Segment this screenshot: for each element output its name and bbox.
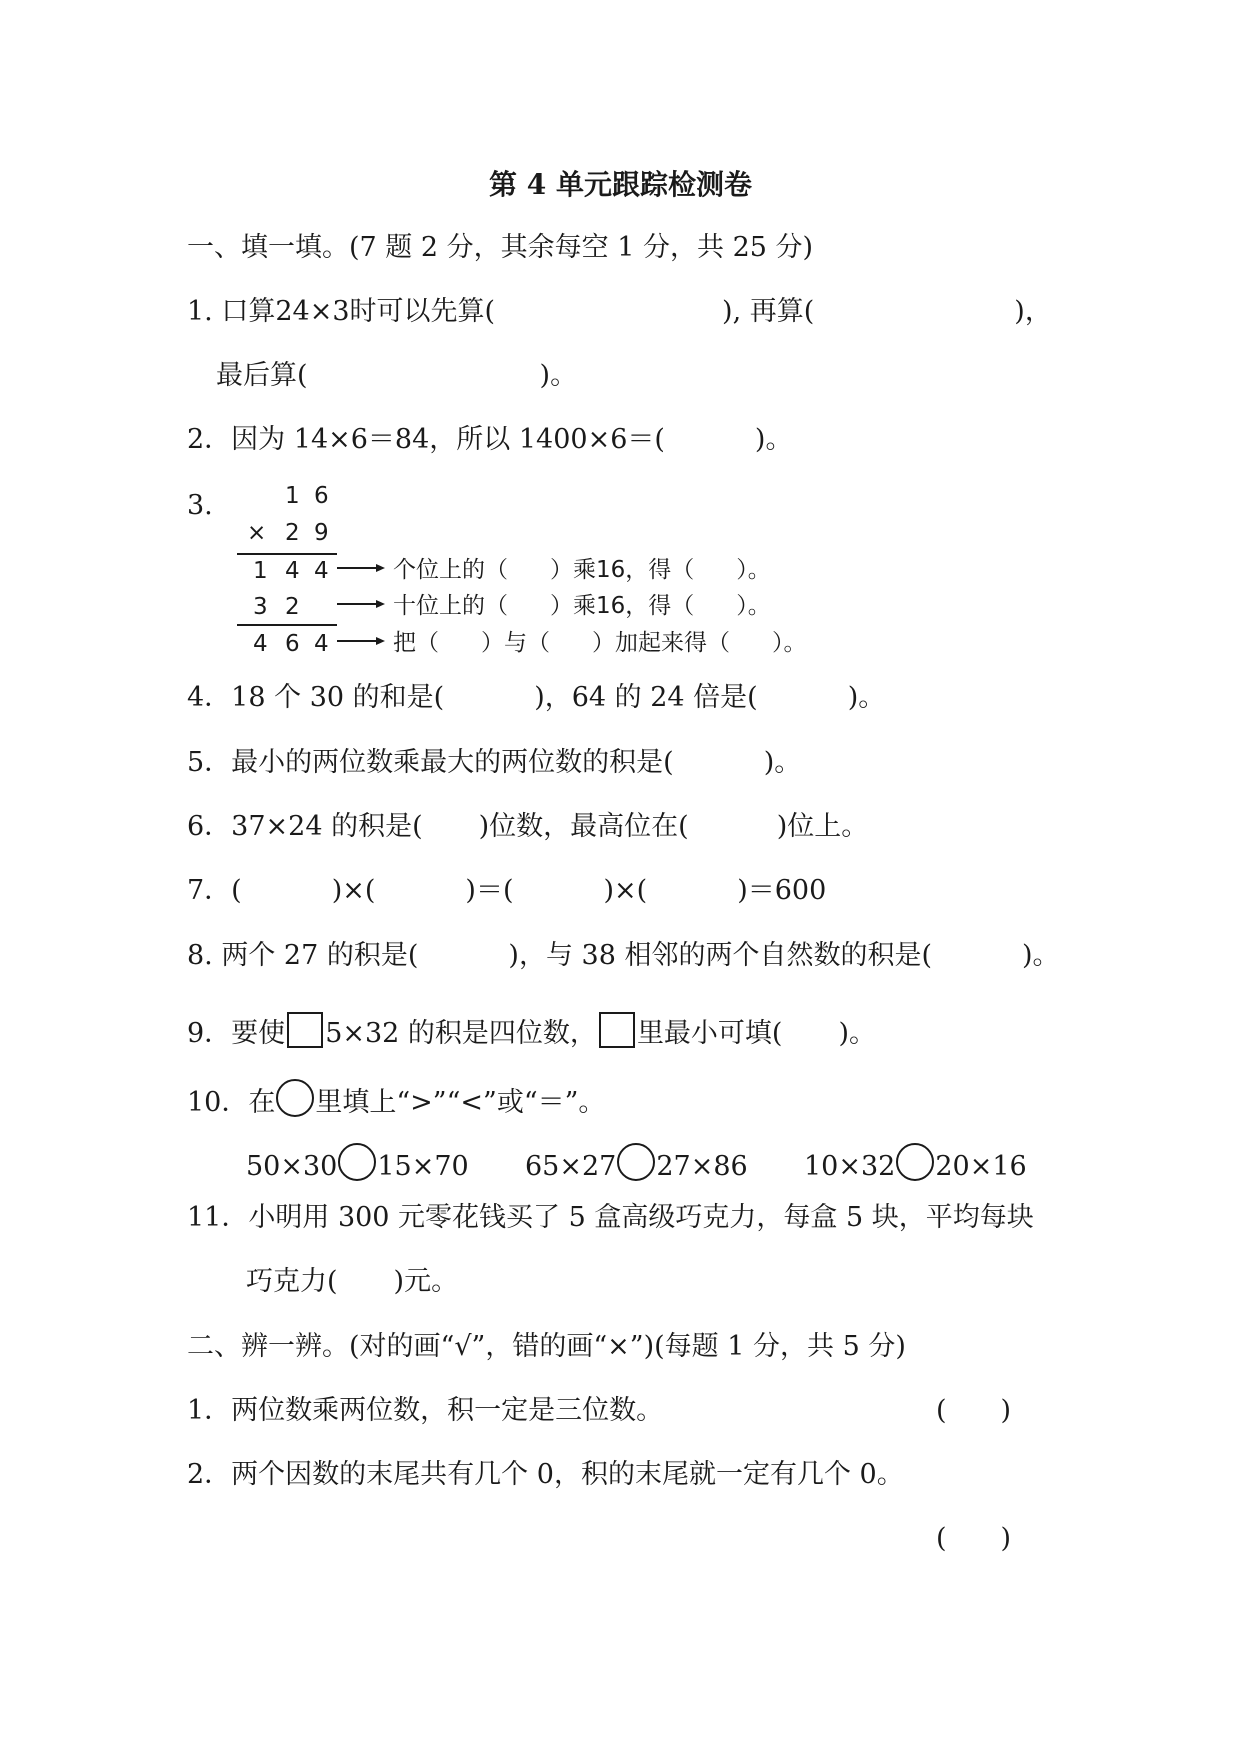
circle-symbol [276,1079,314,1117]
compare-circle[interactable] [617,1143,655,1181]
q5-line: 5．最小的两位数乘最大的两位数的积是( )。 [187,747,802,778]
q4-line: 4．18 个 30 的和是( )，64 的 24 倍是( )。 [187,682,886,713]
q3-row1-digit: 4 [285,558,300,584]
q1-line1 [187,296,1052,328]
q3-mult-digit: 9 [314,520,329,546]
q2-line [187,424,792,456]
q10-expr-2: 65×27 27×86 [525,1143,748,1183]
arrow-right-icon [336,633,386,649]
q10-expr-3: 10×32 20×16 [804,1143,1027,1183]
q10-expr-1: 50×30 15×70 [246,1143,469,1183]
section2-header: 二、辨一辨。(对的画“√”，错的画“×”)(每题 1 分，共 5 分) [187,1331,906,1362]
q3-top-digit: 6 [314,483,329,509]
q11-line2: 巧克力( )元。 [246,1266,459,1297]
q3-row3-digit: 6 [285,631,300,657]
s2-q2-answer-paren[interactable]: ( ) [936,1523,1012,1554]
q3-explain-2: 十位上的（ ）乘16，得（ ）。 [393,593,771,619]
q1-line2 [216,360,577,392]
arrow-right-icon [336,596,386,612]
q3-explain-3: 把（ ）与（ ）加起来得（ ）。 [393,630,807,656]
q3-explain-1: 个位上的（ ）乘16，得（ ）。 [393,557,771,583]
q2-text-a: 2．因为 14×6＝84，所以 1400×6＝( [187,424,665,455]
page-title: 第 4 单元跟踪检测卷 [489,168,752,201]
q3-top-digit: 1 [285,483,300,509]
s2-q1-answer-paren[interactable]: ( ) [936,1395,1012,1426]
q3-row3-digit: 4 [314,631,329,657]
q9-line: 9．要使 5×32 的积是四位数， 里最小可填( )。 [187,1012,876,1050]
q1-text-c: )， [1014,296,1052,327]
q11-line1: 11．小明用 300 元零花钱买了 5 盒高级巧克力，每盒 5 块，平均每块 [187,1202,1034,1233]
q3-line-top [237,553,337,555]
q3-row2-digit: 2 [285,594,300,620]
answer-box-symbol [599,1012,635,1048]
q3-number: 3. [187,490,213,521]
q1-text-b: ), 再算( [722,296,815,327]
q7-line: 7．( )×( )＝( )×( )＝600 [187,875,827,906]
q3-row2-digit: 3 [253,594,268,620]
section1-header: 一、填一填。(7 题 2 分，其余每空 1 分，共 25 分) [187,232,814,263]
arrow-right-icon [336,560,386,576]
q3-row1-digit: 1 [253,558,268,584]
q1-text-d: 最后算( [216,360,308,391]
compare-circle[interactable] [338,1143,376,1181]
q2-text-b: )。 [754,424,793,455]
q6-line: 6．37×24 的积是( )位数，最高位在( )位上。 [187,811,869,842]
q1-text-a: 1. 口算24×3时可以先算( [187,296,496,327]
q3-row3-digit: 4 [253,631,268,657]
answer-box[interactable] [287,1012,323,1048]
q3-row1-digit: 4 [314,558,329,584]
s2-q1: 1．两位数乘两位数，积一定是三位数。 [187,1395,664,1426]
q8-line: 8. 两个 27 的积是( )，与 38 相邻的两个自然数的积是( )。 [187,940,1060,971]
q3-line-bottom [237,624,337,626]
s2-q2: 2．两个因数的末尾共有几个 0，积的末尾就一定有几个 0。 [187,1459,904,1490]
q10-line: 10．在 里填上“>”“<”或“＝”。 [187,1079,605,1119]
q1-text-e: )。 [539,360,578,391]
q3-multiply-sign: × [247,520,267,546]
compare-circle[interactable] [896,1143,934,1181]
q3-mult-digit: 2 [285,520,300,546]
